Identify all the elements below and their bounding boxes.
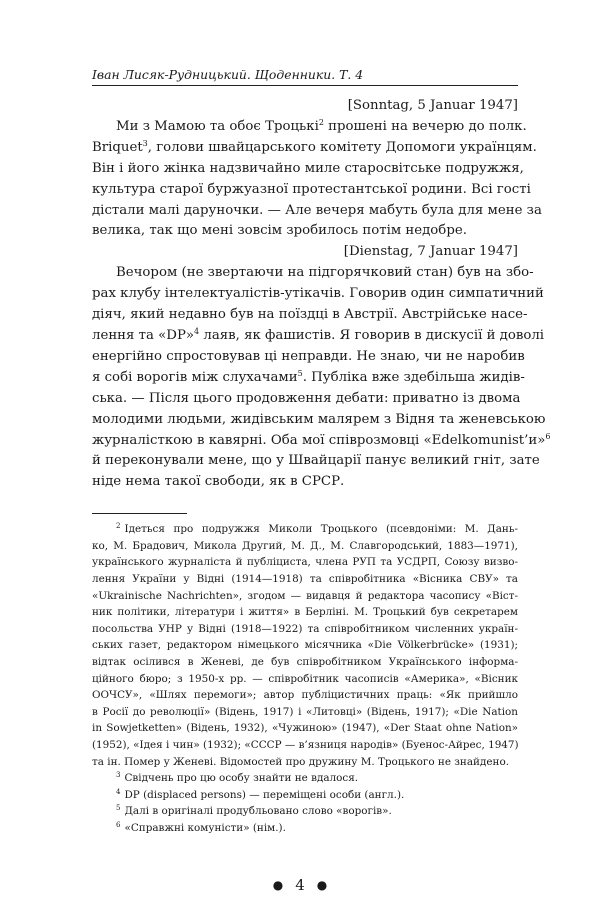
entry-date: [Dienstag, 7 Januar 1947] — [343, 244, 518, 260]
text-line: дістали малі даруночки. — Але вечеря мабуть була для мене за — [92, 202, 542, 218]
text-line: Вечором (не звертаючи на підгорячковий стан) був на збо- — [116, 265, 534, 281]
footnote-line: ник політики, літератури і життя» в Берліні. М. Троцький був секретарем — [92, 606, 518, 619]
footnote-line: $^2$ Ідеться про подружжя Миколи Троцького (псевдоніми: М. Дань- — [116, 522, 518, 536]
footnote-ref: 6 — [545, 431, 551, 441]
footnote: $^3$ Свідчень про цю особу знайти не вдалося. — [116, 771, 359, 785]
footnotes — [92, 521, 518, 836]
footnote: $^4$ DP (displaced persons) — переміщені особи (англ.). — [116, 787, 405, 801]
text-line: Ми з Мамою та обоє Троцькі$^2$ прошені на вечерю до полк. — [116, 117, 527, 134]
footnote-line: ських газет, редактором німецького місячника «Die Völkerbrücke» (1931); — [92, 639, 518, 652]
footnote-ref: 4 — [194, 326, 200, 336]
footnote-line: ційного бюро; з 1950-х рр. — співробітник часописів «Америка», «Вісник — [92, 672, 518, 685]
body-text — [92, 96, 551, 493]
footnote-ref: 3 — [142, 138, 148, 148]
text-line: лення та «DP»$^4$ лаяв, як фашистів. Я говорив в дискусії й доволі — [92, 326, 545, 343]
text-line: ська. — Після цього продовження дебати: приватно із двома — [92, 390, 521, 406]
footnote-line: відтак осілився в Женеві, де був співробітником Українського інформа- — [92, 655, 518, 668]
footnote-line: (1952), «Ідея і чин» (1932); «СССР — в’язниця народів» (Буенос-Айрес, 1947) — [92, 738, 519, 751]
footnote-line: ООЧСУ», «Шлях перемоги»; автор публіцистичних праць: «Як прийшло — [92, 689, 518, 702]
footnote: $^5$ Далі в оригіналі продубльовано слово «ворогів». — [116, 804, 392, 818]
text-line: й переконували мене, що у Швайцарії панує великий гніт, зате — [92, 453, 540, 469]
page-number-footer — [0, 876, 600, 894]
bullet-icon: ● — [272, 878, 284, 892]
footnote-ref: 2 — [318, 117, 324, 127]
footnote-rule — [92, 513, 187, 514]
text-line: ніде нема такої свободи, як в СРСР. — [92, 474, 345, 490]
footnote-mark: 6 — [116, 820, 121, 829]
footnote-ref: 5 — [297, 368, 303, 378]
footnote-mark: 5 — [116, 804, 121, 813]
footnote-line: посольства УНР у Відні (1918—1922) та співробітником численних україн- — [92, 622, 518, 635]
bullet-icon: ● — [316, 878, 328, 892]
running-head: Іван Лисяк-Рудницький. Щоденники. Т. 4 — [92, 66, 518, 86]
footnote-mark: 4 — [116, 787, 121, 796]
footnote-line: та ін. Помер у Женеві. Відомостей про дружину М. Троцького не знайдено. — [92, 755, 510, 768]
text-line: культура старої буржуазної протестантської родини. Всі гості — [92, 181, 531, 197]
text-line: молодими людьми, жидівським малярем з Відня та женевською — [92, 411, 546, 427]
text-line: енергійно спростовував ці неправди. Не знаю, чи не наробив — [92, 348, 525, 364]
text-line: діяч, який недавно був на поїздці в Австрії. Австрійське насе- — [92, 307, 528, 323]
text-line: рах клубу інтелектуалістів-утікачів. Говорив один симпатичний — [92, 286, 544, 302]
footnote-line: лення України у Відні (1914—1918) та співробітника «Вісника СВУ» та — [92, 573, 518, 585]
text-line: Він і його жінка надзвичайно миле старосвітське подружжя, — [92, 160, 524, 176]
page-number: 4 — [295, 876, 305, 894]
text-line: Briquet$^3$, голови швайцарського комітету Допомоги українцям. — [92, 138, 537, 155]
footnote-line: in Sowjetketten» (Відень, 1932), «Чужиною» (1947), «Der Staat ohne Nation» — [92, 722, 518, 735]
entry-date: [Sonntag, 5 Januar 1947] — [347, 98, 518, 113]
footnote-line: «Ukrainische Nachrichten», згодом — видавця й редактора часопису «Віст- — [92, 589, 518, 602]
footnote-line: ко, М. Брадович, Микола Другий, М. Д., М. Славгородський, 1883—1971), — [92, 539, 518, 552]
footnote-mark: 2 — [116, 522, 121, 531]
text-line: я собі ворогів між слухачами$^5$. Публіка вже здебільша жидів- — [92, 368, 525, 385]
text-line: журналісткою в кавярні. Оба мої співрозмовці «Edelkomunist’и»$^6$ — [92, 431, 551, 448]
footnote-mark: 3 — [116, 771, 121, 780]
page — [92, 66, 551, 837]
footnote-line: українського журналіста й публіциста, члена РУП та УСДРП, Союзу визво- — [92, 556, 518, 569]
footnote-line: в Росії до революції» (Відень, 1917) і «Литовці» (Відень, 1917); «Die Nation — [92, 705, 518, 718]
text-line: велика, так що мені зовсім зробилось потім недобре. — [92, 223, 467, 239]
footnote: $^6$ «Справжні комуністи» (нім.). — [116, 820, 286, 834]
